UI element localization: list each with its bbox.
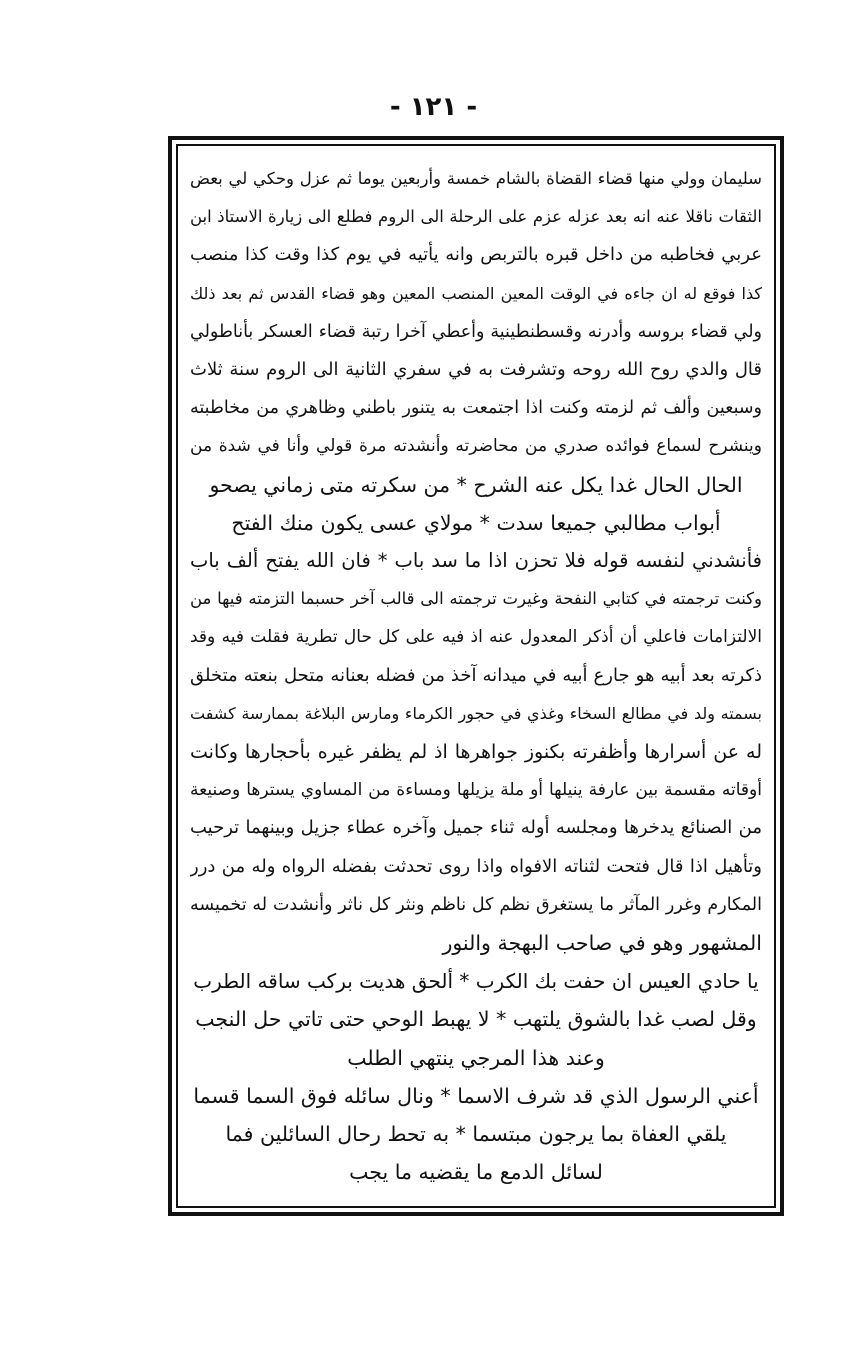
text-line: عربي فخاطبه من داخل قبره بالتربص وانه يأتيه في يوم كذا وقت كذا منصب (190, 244, 762, 266)
text-line: يا حادي العيس ان حفت بك الكرب * ألحق هديت بركب ساقه الطرب (193, 969, 759, 994)
text-line: قال والدي روح الله روحه وتشرفت به في سفري الثانية الى الروم سنة ثلاث (190, 359, 762, 381)
text-line: الالتزامات فاعلي أن أذكر المعدول عنه اذ فيه على كل حال تطرية فقلت فيه وقد (190, 627, 762, 648)
text-line: كذا فوقع له ان جاءه في الوقت المعين المنصب المعين وهو قضاء القدس ثم بعد ذلك (190, 283, 762, 303)
text-line: سليمان وولي منها قضاء القضاة بالشام خمسة وأربعين يوما ثم عزل وحكي لي بعض (190, 169, 762, 188)
text-line: ذكرته بعد أبيه هو جارع أبيه في ميدانه آخذ من فضله بعنانه متحل بنعته متخلق (190, 664, 762, 686)
text-line: وعند هذا المرجي ينتهي الطلب (347, 1045, 605, 1070)
text-line: الحال الحال غدا يكل عنه الشرح * من سكرته متى زماني يصحو (209, 472, 743, 497)
text-line: يلقي العفاة بما يرجون مبتسما * به تحط رحال السائلين فما (225, 1122, 727, 1147)
text-line: أوقاته مقسمة بين عارفة ينيلها أو ملة يزيلها ومساءة من المساوي يسترها وصنيعة (190, 780, 762, 801)
text-line: أعني الرسول الذي قد شرف الاسما * ونال سائله فوق السما قسما (193, 1083, 759, 1108)
page-border (168, 136, 784, 1216)
text-line: له عن أسرارها وأظفرته بكنوز جواهرها اذ لم يظفر غيره بأحجارها وكانت (190, 741, 762, 764)
text-line: وينشرح لسماع فوائده صدري من محاضرته وأنشدته مرة قولي وأنا في شدة من (190, 436, 762, 457)
text-line: وكنت ترجمته في كتابي النفحة وغيرت ترجمته الى قالب آخر حسبما التزمته فيها من (190, 589, 762, 609)
text-line: من الصنائع يدخرها ومجلسه أوله ثناء جميل وآخره عطاء جزيل وبينهما ترحيب (190, 817, 762, 839)
text-line: وتأهيل اذا قال فتحت لثناته الافواه واذا روى تحدثت بفضله الرواه وله من درر (190, 855, 762, 877)
text-line: الثقات ناقلا عنه انه بعد عزله عزم على الرحلة الى الروم فطلع الى زيارة الاستاذ ابن (190, 207, 762, 227)
text-line: المشهور وهو في صاحب البهجة والنور (442, 931, 762, 956)
page-border-inner (176, 144, 776, 1208)
body-text (190, 160, 762, 1196)
text-line: لسائل الدمع ما يقضيه ما يجب (349, 1160, 603, 1185)
text-line: أبواب مطالبي جميعا سدت * مولاي عسى يكون منك الفتح (231, 510, 721, 535)
text-line: وقل لصب غدا بالشوق يلتهب * لا يهبط الوحي حتى تاتي حل النجب (195, 1007, 757, 1032)
text-line: بسمته ولد في مطالع السخاء وغذي في حجور الكرماء ومارس البلاغة بممارسة كشفت (190, 703, 762, 723)
text-line: ولي قضاء بروسه وأدرنه وقسطنطينية وأعطي آخرا رتبة قضاء العسكر بأناطولي (190, 321, 762, 342)
text-line: وسبعين وألف ثم لزمته وكنت اذا اجتمعت به يتنور باطني وظاهري من مخاطبته (190, 398, 762, 419)
page-number: - ١٢١ - (389, 92, 478, 122)
text-line: فأنشدني لنفسه قوله فلا تحزن اذا ما سد باب * فان الله يفتح ألف باب (190, 549, 762, 573)
text-line: المكارم وغرر المآثر ما يستغرق نظم كل ناظم ونثر كل ناثر وأنشدت له تخميسه (190, 894, 762, 915)
